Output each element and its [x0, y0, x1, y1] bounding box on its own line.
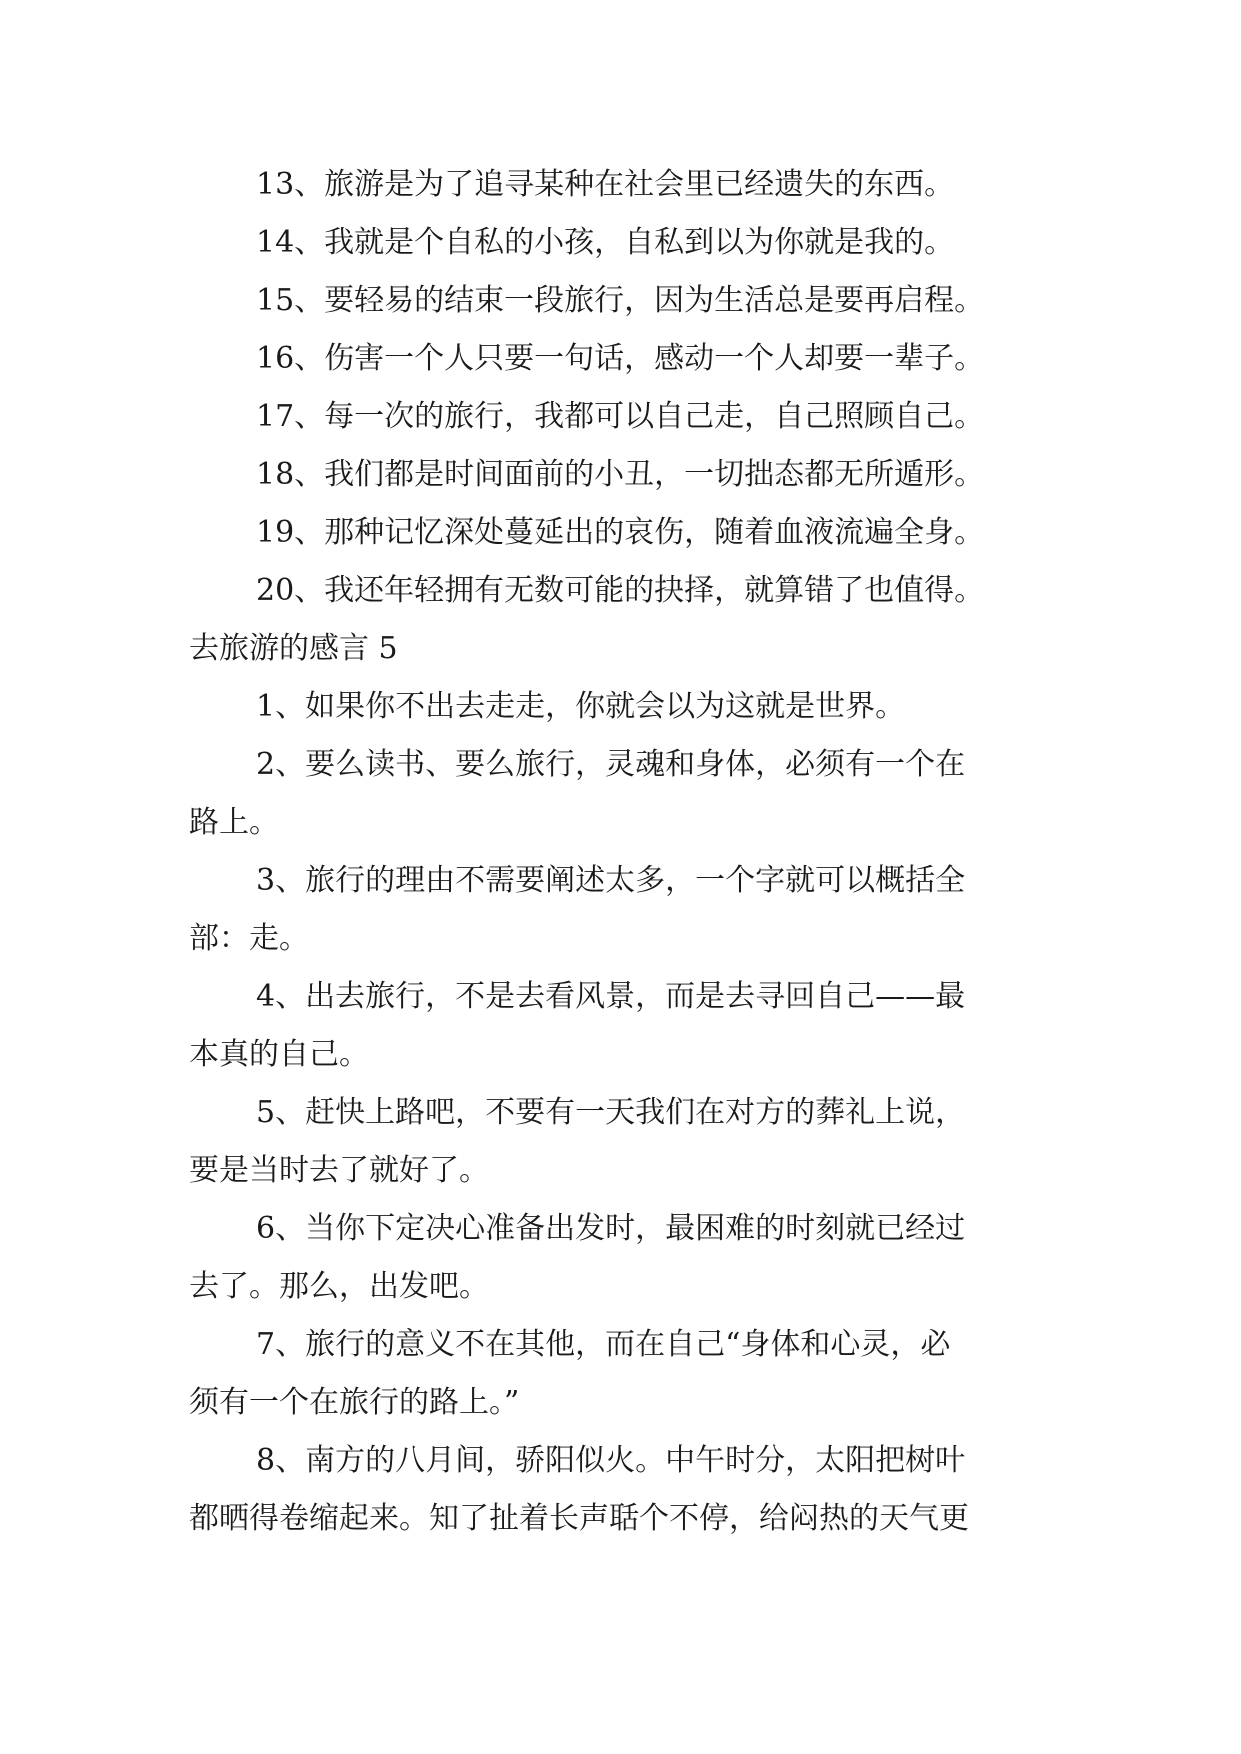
list-item-continuation: 都晒得卷缩起来。知了扯着长声聒个不停，给闷热的天气更: [189, 1501, 969, 1536]
list-item: 3、旅行的理由不需要阐述太多，一个字就可以概括全: [256, 863, 966, 898]
list-item: 13、旅游是为了追寻某种在社会里已经遗失的东西。: [256, 167, 955, 202]
list-item: 14、我就是个自私的小孩，自私到以为你就是我的。: [256, 225, 955, 260]
list-item: 16、伤害一个人只要一句话，感动一个人却要一辈子。: [256, 341, 985, 376]
list-item: 15、要轻易的结束一段旅行，因为生活总是要再启程。: [256, 283, 985, 318]
list-item-continuation: 本真的自己。: [189, 1037, 369, 1072]
list-item: 7、旅行的意义不在其他，而在自己“身体和心灵，必: [256, 1327, 951, 1362]
list-item: 20、我还年轻拥有无数可能的抉择，就算错了也值得。: [256, 573, 985, 608]
list-item: 8、南方的八月间，骄阳似火。中午时分，太阳把树叶: [256, 1443, 966, 1478]
list-item: 4、出去旅行，不是去看风景，而是去寻回自己——最: [256, 979, 966, 1014]
list-item-continuation: 去了。那么，出发吧。: [189, 1269, 489, 1304]
list-item-continuation: 须有一个在旅行的路上。”: [189, 1385, 520, 1420]
list-item: 1、如果你不出去走走，你就会以为这就是世界。: [256, 689, 906, 724]
list-item: 19、那种记忆深处蔓延出的哀伤，随着血液流遍全身。: [256, 515, 985, 550]
list-item: 6、当你下定决心准备出发时，最困难的时刻就已经过: [256, 1211, 966, 1246]
section-heading: 去旅游的感言 5: [189, 631, 398, 666]
list-item: 5、赶快上路吧，不要有一天我们在对方的葬礼上说，: [256, 1095, 966, 1130]
list-item: 18、我们都是时间面前的小丑，一切拙态都无所遁形。: [256, 457, 985, 492]
list-item-continuation: 要是当时去了就好了。: [189, 1153, 489, 1188]
list-item-continuation: 路上。: [189, 805, 279, 840]
list-item: 2、要么读书、要么旅行，灵魂和身体，必须有一个在: [256, 747, 966, 782]
list-item: 17、每一次的旅行，我都可以自己走，自己照顾自己。: [256, 399, 985, 434]
list-item-continuation: 部：走。: [189, 921, 309, 956]
